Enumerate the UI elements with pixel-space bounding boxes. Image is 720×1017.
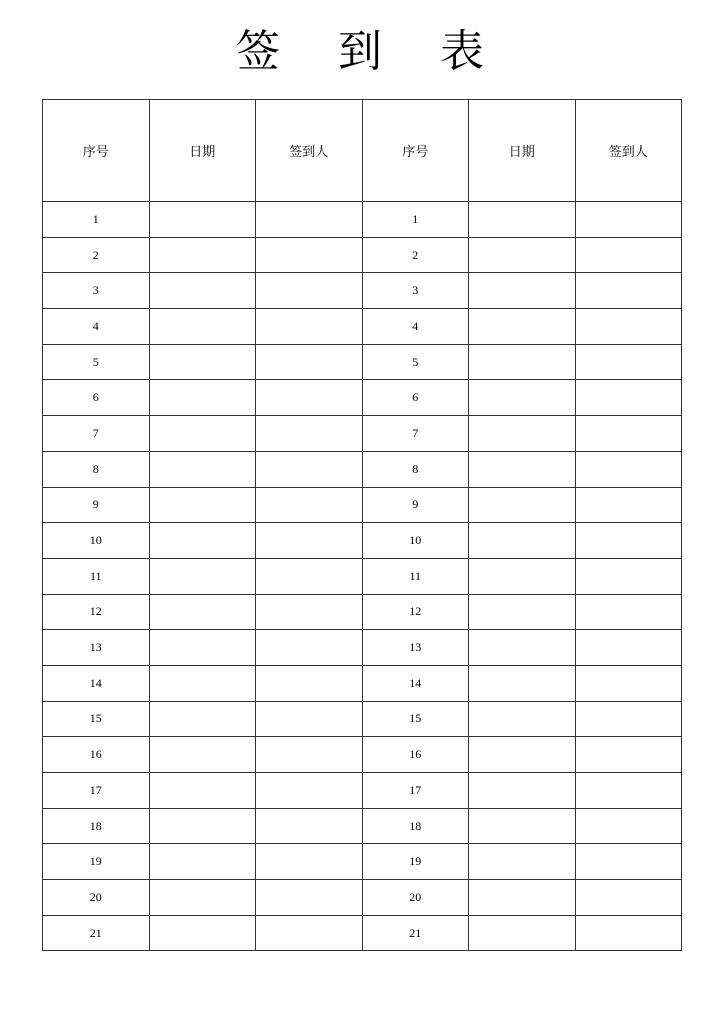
date-cell-right[interactable]	[469, 844, 576, 880]
serial-cell-left: 6	[43, 380, 150, 416]
signer-cell-left[interactable]	[256, 273, 363, 309]
serial-cell-right: 17	[362, 773, 469, 809]
header-signer-right: 签到人	[575, 100, 682, 202]
table-row	[43, 273, 682, 309]
date-cell-left[interactable]	[149, 737, 256, 773]
serial-cell-right: 11	[362, 558, 469, 594]
signer-cell-left[interactable]	[256, 558, 363, 594]
signer-cell-left[interactable]	[256, 237, 363, 273]
signer-cell-left[interactable]	[256, 523, 363, 559]
signer-cell-right[interactable]	[575, 237, 682, 273]
table-row	[43, 701, 682, 737]
signer-cell-left[interactable]	[256, 808, 363, 844]
header-date-right: 日期	[469, 100, 576, 202]
serial-cell-left: 19	[43, 844, 150, 880]
table-row	[43, 416, 682, 452]
date-cell-right[interactable]	[469, 487, 576, 523]
table-row	[43, 594, 682, 630]
date-cell-right[interactable]	[469, 630, 576, 666]
date-cell-left[interactable]	[149, 380, 256, 416]
serial-cell-left: 4	[43, 309, 150, 345]
serial-cell-right: 14	[362, 665, 469, 701]
serial-cell-right: 16	[362, 737, 469, 773]
signer-cell-right[interactable]	[575, 773, 682, 809]
serial-cell-right: 15	[362, 701, 469, 737]
date-cell-right[interactable]	[469, 273, 576, 309]
date-cell-right[interactable]	[469, 737, 576, 773]
signer-cell-right[interactable]	[575, 309, 682, 345]
serial-cell-right: 2	[362, 237, 469, 273]
page-title: 签 到 表	[236, 26, 506, 77]
serial-cell-right: 4	[362, 309, 469, 345]
signer-cell-left[interactable]	[256, 701, 363, 737]
date-cell-left[interactable]	[149, 665, 256, 701]
signer-cell-left[interactable]	[256, 309, 363, 345]
header-serial-left: 序号	[43, 100, 150, 202]
date-cell-right[interactable]	[469, 558, 576, 594]
header-date-left: 日期	[149, 100, 256, 202]
date-cell-right[interactable]	[469, 451, 576, 487]
signer-cell-left[interactable]	[256, 773, 363, 809]
date-cell-right[interactable]	[469, 380, 576, 416]
table-row	[43, 630, 682, 666]
signer-cell-left[interactable]	[256, 416, 363, 452]
table-row	[43, 380, 682, 416]
serial-cell-left: 20	[43, 880, 150, 916]
date-cell-left[interactable]	[149, 915, 256, 951]
date-cell-right[interactable]	[469, 344, 576, 380]
signer-cell-right[interactable]	[575, 594, 682, 630]
serial-cell-right: 1	[362, 202, 469, 238]
date-cell-left[interactable]	[149, 487, 256, 523]
signer-cell-left[interactable]	[256, 202, 363, 238]
signer-cell-right[interactable]	[575, 344, 682, 380]
signer-cell-right[interactable]	[575, 202, 682, 238]
date-cell-left[interactable]	[149, 344, 256, 380]
table-row	[43, 202, 682, 238]
table-row	[43, 558, 682, 594]
date-cell-left[interactable]	[149, 594, 256, 630]
serial-cell-right: 12	[362, 594, 469, 630]
signer-cell-right[interactable]	[575, 416, 682, 452]
date-cell-right[interactable]	[469, 594, 576, 630]
serial-cell-right: 20	[362, 880, 469, 916]
signer-cell-right[interactable]	[575, 737, 682, 773]
serial-cell-left: 18	[43, 808, 150, 844]
date-cell-left[interactable]	[149, 808, 256, 844]
serial-cell-right: 5	[362, 344, 469, 380]
serial-cell-left: 5	[43, 344, 150, 380]
serial-cell-left: 3	[43, 273, 150, 309]
serial-cell-right: 7	[362, 416, 469, 452]
signer-cell-left[interactable]	[256, 915, 363, 951]
serial-cell-left: 9	[43, 487, 150, 523]
date-cell-left[interactable]	[149, 630, 256, 666]
date-cell-left[interactable]	[149, 451, 256, 487]
signer-cell-left[interactable]	[256, 630, 363, 666]
signer-cell-right[interactable]	[575, 523, 682, 559]
serial-cell-right: 10	[362, 523, 469, 559]
table-row	[43, 309, 682, 345]
serial-cell-right: 19	[362, 844, 469, 880]
signer-cell-left[interactable]	[256, 665, 363, 701]
date-cell-right[interactable]	[469, 523, 576, 559]
date-cell-right[interactable]	[469, 237, 576, 273]
date-cell-left[interactable]	[149, 202, 256, 238]
serial-cell-left: 10	[43, 523, 150, 559]
signer-cell-right[interactable]	[575, 380, 682, 416]
date-cell-left[interactable]	[149, 558, 256, 594]
signer-cell-right[interactable]	[575, 487, 682, 523]
serial-cell-right: 9	[362, 487, 469, 523]
table-row	[43, 344, 682, 380]
date-cell-right[interactable]	[469, 416, 576, 452]
serial-cell-left: 13	[43, 630, 150, 666]
date-cell-right[interactable]	[469, 701, 576, 737]
date-cell-left[interactable]	[149, 273, 256, 309]
serial-cell-left: 8	[43, 451, 150, 487]
table-row	[43, 915, 682, 951]
signer-cell-left[interactable]	[256, 844, 363, 880]
signer-cell-left[interactable]	[256, 487, 363, 523]
signer-cell-right[interactable]	[575, 880, 682, 916]
date-cell-right[interactable]	[469, 202, 576, 238]
serial-cell-right: 21	[362, 915, 469, 951]
date-cell-left[interactable]	[149, 237, 256, 273]
signer-cell-right[interactable]	[575, 844, 682, 880]
date-cell-right[interactable]	[469, 915, 576, 951]
serial-cell-left: 15	[43, 701, 150, 737]
date-cell-left[interactable]	[149, 844, 256, 880]
table-row	[43, 665, 682, 701]
serial-cell-left: 14	[43, 665, 150, 701]
signer-cell-left[interactable]	[256, 594, 363, 630]
serial-cell-left: 17	[43, 773, 150, 809]
signer-cell-left[interactable]	[256, 880, 363, 916]
serial-cell-left: 21	[43, 915, 150, 951]
date-cell-left[interactable]	[149, 309, 256, 345]
header-row	[43, 100, 682, 202]
date-cell-right[interactable]	[469, 665, 576, 701]
signer-cell-right[interactable]	[575, 451, 682, 487]
serial-cell-left: 12	[43, 594, 150, 630]
serial-cell-right: 3	[362, 273, 469, 309]
signer-cell-right[interactable]	[575, 558, 682, 594]
serial-cell-right: 8	[362, 451, 469, 487]
header-serial-right: 序号	[362, 100, 469, 202]
serial-cell-left: 11	[43, 558, 150, 594]
date-cell-right[interactable]	[469, 773, 576, 809]
signer-cell-right[interactable]	[575, 808, 682, 844]
table-row	[43, 523, 682, 559]
table-row	[43, 451, 682, 487]
serial-cell-left: 16	[43, 737, 150, 773]
header-signer-left: 签到人	[256, 100, 363, 202]
table-row	[43, 844, 682, 880]
date-cell-left[interactable]	[149, 416, 256, 452]
serial-cell-left: 2	[43, 237, 150, 273]
signer-cell-right[interactable]	[575, 630, 682, 666]
table-row	[43, 487, 682, 523]
signer-cell-right[interactable]	[575, 273, 682, 309]
date-cell-left[interactable]	[149, 701, 256, 737]
serial-cell-left: 7	[43, 416, 150, 452]
table-row	[43, 880, 682, 916]
table-row	[43, 773, 682, 809]
serial-cell-right: 18	[362, 808, 469, 844]
signer-cell-right[interactable]	[575, 665, 682, 701]
table-row	[43, 237, 682, 273]
date-cell-left[interactable]	[149, 773, 256, 809]
table-body	[43, 202, 682, 951]
signer-cell-right[interactable]	[575, 915, 682, 951]
table-row	[43, 808, 682, 844]
date-cell-left[interactable]	[149, 523, 256, 559]
serial-cell-right: 6	[362, 380, 469, 416]
sign-in-table	[42, 99, 682, 951]
signer-cell-left[interactable]	[256, 380, 363, 416]
signer-cell-left[interactable]	[256, 344, 363, 380]
signer-cell-left[interactable]	[256, 737, 363, 773]
signer-cell-right[interactable]	[575, 701, 682, 737]
date-cell-right[interactable]	[469, 309, 576, 345]
date-cell-right[interactable]	[469, 880, 576, 916]
serial-cell-left: 1	[43, 202, 150, 238]
date-cell-right[interactable]	[469, 808, 576, 844]
signer-cell-left[interactable]	[256, 451, 363, 487]
date-cell-left[interactable]	[149, 880, 256, 916]
serial-cell-right: 13	[362, 630, 469, 666]
table-row	[43, 737, 682, 773]
